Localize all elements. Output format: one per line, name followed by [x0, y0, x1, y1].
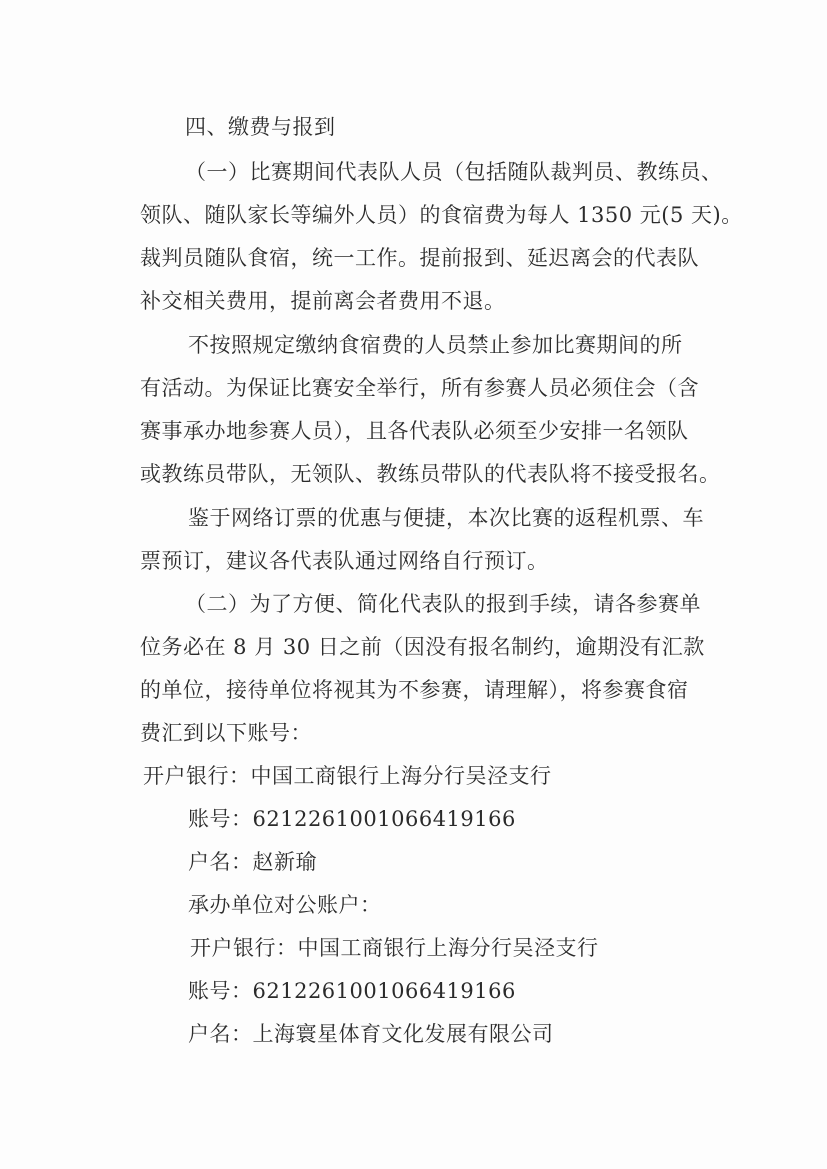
paragraph-line: 补交相关费用，提前离会者费用不退。	[140, 289, 506, 313]
paragraph-line: 或教练员带队，无领队、教练员带队的代表队将不接受报名。	[140, 462, 721, 486]
corporate-account-number: 账号：6212261001066419166	[188, 979, 516, 1003]
paragraph-line: 有活动。为保证比赛安全举行，所有参赛人员必须住会（含	[140, 376, 699, 400]
corporate-account-holder: 户名：上海寰星体育文化发展有限公司	[188, 1022, 554, 1046]
paragraph-line: 位务必在 8 月 30 日之前（因没有报名制约，逾期没有汇款	[140, 635, 705, 659]
paragraph-line: 鉴于网络订票的优惠与便捷，本次比赛的返程机票、车	[188, 506, 704, 530]
paragraph-line: 赛事承办地参赛人员），且各代表队必须至少安排一名领队	[140, 419, 689, 443]
paragraph-line: 费汇到以下账号：	[140, 721, 312, 745]
corporate-bank-name: 开户银行：中国工商银行上海分行吴泾支行	[190, 936, 599, 960]
personal-bank-name: 开户银行：中国工商银行上海分行吴泾支行	[143, 764, 552, 788]
paragraph-line: 不按照规定缴纳食宿费的人员禁止参加比赛期间的所	[188, 333, 683, 357]
paragraph-line: 领队、随队家长等编外人员）的食宿费为每人 1350 元(5 天)。	[140, 203, 743, 227]
personal-account-holder: 户名：赵新瑜	[188, 850, 317, 874]
paragraph-line: 裁判员随队食宿，统一工作。提前报到、延迟离会的代表队	[140, 246, 699, 270]
paragraph-line: 票预订，建议各代表队通过网络自行预订。	[140, 549, 549, 573]
paragraph-line: （二）为了方便、简化代表队的报到手续，请各参赛单	[185, 592, 701, 616]
personal-account-number: 账号：6212261001066419166	[188, 807, 516, 831]
paragraph-line: 的单位，接待单位将视其为不参赛，请理解），将参赛食宿	[140, 678, 689, 702]
section-heading: 四、缴费与报到	[185, 115, 336, 139]
corporate-account-heading: 承办单位对公账户：	[188, 893, 382, 917]
paragraph-line: （一）比赛期间代表队人员（包括随队裁判员、教练员、	[185, 160, 723, 184]
